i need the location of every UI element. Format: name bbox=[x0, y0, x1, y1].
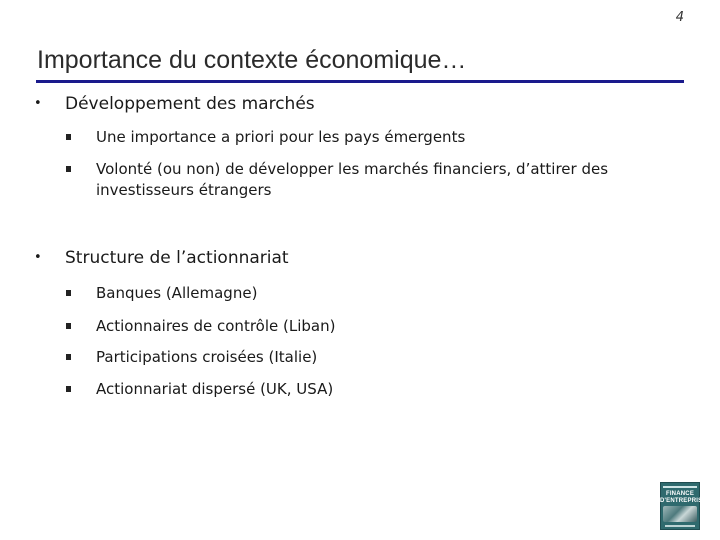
cover-image bbox=[663, 506, 697, 522]
square-bullet-icon bbox=[66, 386, 71, 392]
list-item-text: Banques (Allemagne) bbox=[96, 284, 258, 302]
square-bullet-icon bbox=[66, 354, 71, 360]
bullet-dot: • bbox=[34, 96, 42, 111]
bullet-dot: • bbox=[34, 250, 42, 265]
cover-title-line1: FINANCE bbox=[665, 491, 695, 497]
square-bullet-icon bbox=[66, 323, 71, 329]
section-heading-text: Développement des marchés bbox=[65, 94, 315, 114]
list-item-text: Actionnaires de contrôle (Liban) bbox=[96, 317, 336, 335]
square-bullet-icon bbox=[66, 166, 71, 172]
book-cover-logo bbox=[660, 482, 707, 530]
cover-title bbox=[660, 491, 707, 505]
cover-title-line2: D'ENTREPRISE bbox=[660, 498, 707, 504]
cover-top-band bbox=[663, 486, 697, 488]
section-heading-text: Structure de l’actionnariat bbox=[65, 248, 289, 268]
square-bullet-icon bbox=[66, 290, 71, 296]
page-number: 4 bbox=[675, 10, 684, 25]
square-bullet-icon bbox=[66, 134, 71, 140]
title-rule bbox=[36, 80, 684, 83]
list-item-text: Une importance a priori pour les pays émergents bbox=[96, 128, 466, 146]
list-item-text: Volonté (ou non) de développer les marchés financiers, d’attirer des investisseurs étrangers bbox=[96, 160, 609, 199]
list-item-text: Participations croisées (Italie) bbox=[96, 348, 318, 366]
cover-bottom-band bbox=[665, 525, 695, 527]
slide-title: Importance du contexte économique… bbox=[37, 46, 467, 74]
list-item-text: Actionnariat dispersé (UK, USA) bbox=[96, 380, 334, 398]
